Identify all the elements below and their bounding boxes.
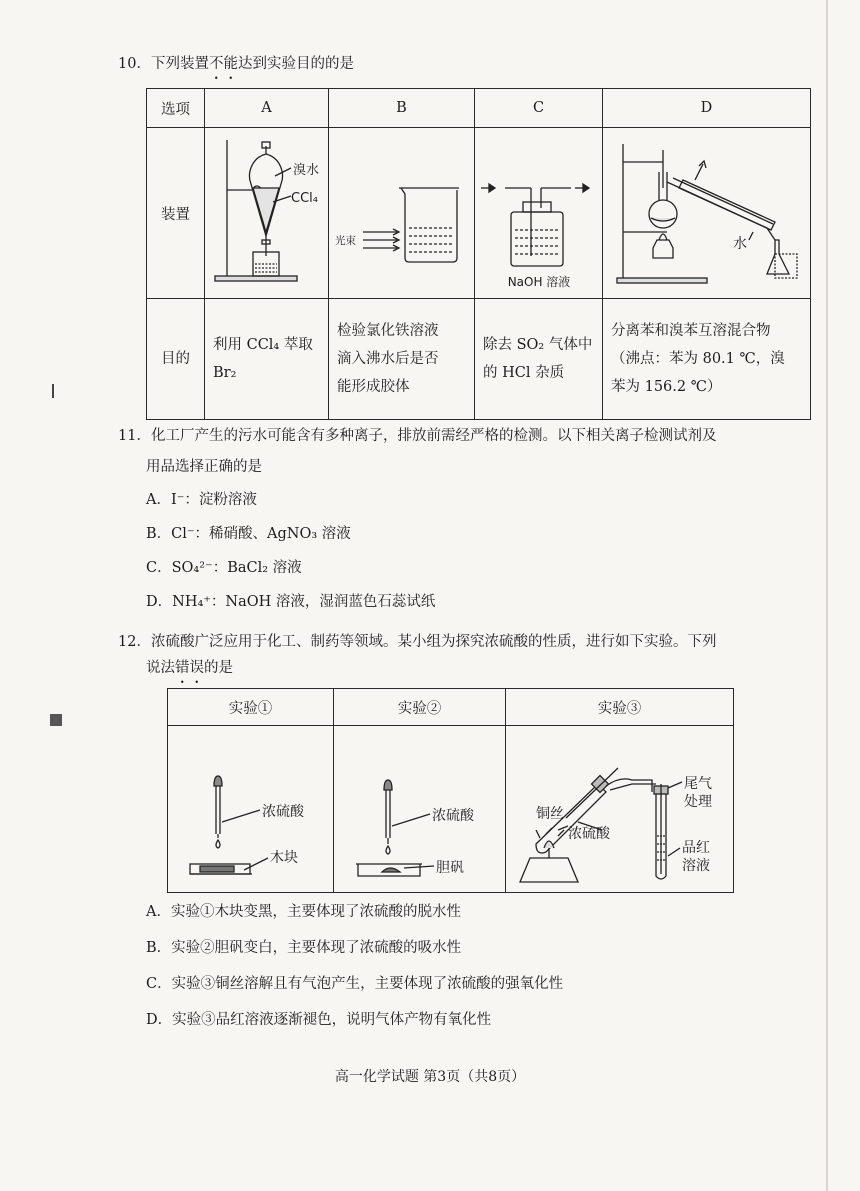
q10-purpose-b: 检验氯化铁溶液 滴入沸水后是否 能形成胶体: [329, 299, 475, 420]
margin-square-mark: [50, 714, 62, 726]
page-footer: 高一化学试题 第3页（共8页）: [334, 1069, 526, 1085]
label-ccl4: CCl₄: [291, 191, 318, 206]
label-wood-block: 木块: [270, 850, 298, 866]
q10-figure-c: [475, 128, 603, 299]
q11-stem-line1: 11．化工厂产生的污水可能含有多种离子，排放前需经严格的检测。以下相关离子检测试剂及: [118, 428, 717, 444]
q12-figure-3: [506, 726, 734, 893]
q12-option-c: C．实验③铜丝溶解且有气泡产生，主要体现了浓硫酸的强氧化性: [146, 976, 564, 992]
q10-figure-a: [205, 128, 329, 299]
q12-stem-line2: 说法错误的是: [146, 660, 233, 676]
label-water: 水: [733, 236, 747, 252]
label-conc-sulfuric-acid-2: 浓硫酸: [432, 808, 474, 824]
q12-figure-1: [168, 726, 334, 893]
label-magenta: 品红: [682, 840, 710, 856]
label-solution: 溶液: [682, 858, 710, 874]
q10-figure-d: [603, 128, 811, 299]
label-blue-vitriol: 胆矾: [436, 860, 464, 876]
q10-purpose-a: 利用 CCl₄ 萃取 Br₂: [205, 299, 329, 420]
q11-option-b: B．Cl⁻：稀硝酸、AgNO₃ 溶液: [146, 526, 351, 542]
scan-edge: [826, 0, 828, 1191]
q10-header-cell: A: [205, 89, 329, 128]
q10-purpose-c: 除去 SO₂ 气体中 的 HCl 杂质: [475, 299, 603, 420]
q12-stem-line1: 12．浓硫酸广泛应用于化工、制药等领域。某小组为探究浓硫酸的性质，进行如下实验。下列: [118, 634, 717, 650]
label-copper-wire: 铜丝: [536, 806, 564, 822]
label-naoh-solution: NaOH 溶液: [507, 275, 571, 289]
label-tail-gas: 尾气: [684, 776, 712, 792]
q10-row-label-purpose: 目的: [147, 299, 205, 420]
q10-figure-b: [329, 128, 475, 299]
q12-figure-2: [334, 726, 506, 893]
q10-table: [146, 88, 811, 420]
q11-option-a: A．I⁻：淀粉溶液: [146, 492, 257, 508]
label-light-beam: 光束: [335, 235, 356, 247]
q11-stem-line2: 用品选择正确的是: [146, 459, 262, 475]
q12-header-cell: 实验②: [334, 689, 506, 726]
q12-header-cell: 实验①: [168, 689, 334, 726]
q12-option-d: D．实验③品红溶液逐渐褪色，说明气体产物有氧化性: [146, 1012, 492, 1028]
q11-option-d: D．NH₄⁺：NaOH 溶液，湿润蓝色石蕊试纸: [146, 594, 436, 610]
q10-row-label-device: 装置: [147, 128, 205, 299]
label-bromine-water: 溴水: [293, 163, 320, 178]
q12-table: [167, 688, 734, 893]
label-treatment: 处理: [684, 794, 712, 810]
q12-option-b: B．实验②胆矾变白，主要体现了浓硫酸的吸水性: [146, 940, 462, 956]
q10-header-cell: B: [329, 89, 475, 128]
q11-option-c: C．SO₄²⁻：BaCl₂ 溶液: [146, 560, 302, 576]
q10-header-cell: C: [475, 89, 603, 128]
label-conc-sulfuric-acid-1: 浓硫酸: [262, 804, 304, 820]
q12-header-cell: 实验③: [506, 689, 734, 726]
q10-purpose-d: 分离苯和溴苯互溶混合物 （沸点：苯为 80.1 ℃，溴 苯为 156.2 ℃）: [603, 299, 811, 420]
margin-mark: [52, 384, 54, 398]
q12-option-a: A．实验①木块变黑，主要体现了浓硫酸的脱水性: [146, 904, 461, 920]
label-conc-sulfuric-acid-3: 浓硫酸: [568, 826, 610, 842]
q10-header-cell: 选项: [147, 89, 205, 128]
q10-stem: 10．下列装置不能达到实验目的的是: [118, 56, 354, 72]
q10-header-cell: D: [603, 89, 811, 128]
